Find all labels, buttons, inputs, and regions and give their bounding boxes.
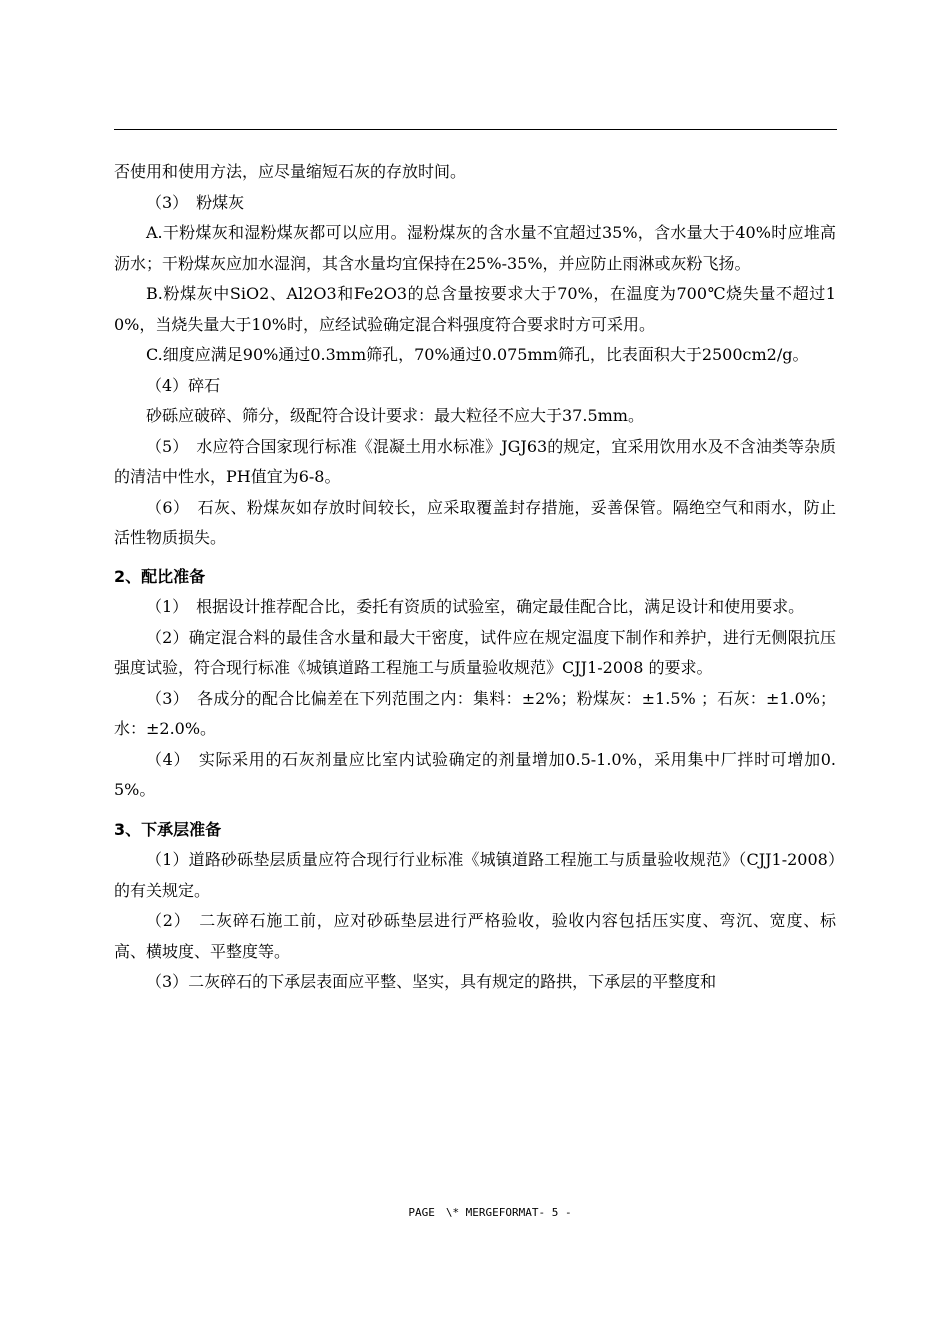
paragraph-sublayer-3: （3）二灰碎石的下承层表面应平整、坚实，具有规定的路拱，下承层的平整度和 bbox=[146, 972, 717, 991]
paragraph-sublayer-1: （1）道路砂砾垫层质量应符合现行行业标准《城镇道路工程施工与质量验收规范》（CJJ1-2008）的有关规定。 bbox=[114, 850, 836, 900]
header-rule bbox=[114, 129, 837, 130]
paragraph-storage: （6） 石灰、粉煤灰如存放时间较长，应采取覆盖封存措施，妥善保管。隔绝空气和雨水，防止活性物质损失。 bbox=[114, 497, 836, 547]
section-heading-sublayer-preparation: 3、下承层准备 bbox=[114, 819, 222, 839]
paragraph-mix-2: （2）确定混合料的最佳含水量和最大干密度，试件应在规定温度下制作和养护，进行无侧限抗压强度试验，符合现行标准《城镇道路工程施工与质量验收规范》CJJ1-2008 的要求。 bbox=[114, 627, 836, 677]
section-heading-mix-preparation: 2、配比准备 bbox=[114, 566, 206, 586]
paragraph-fly-ash-a: A.干粉煤灰和湿粉煤灰都可以应用。湿粉煤灰的含水量不宜超过35%，含水量大于40%时应堆高沥水；干粉煤灰应加水湿润，其含水量均宜保持在25%-35%，并应防止雨淋或灰粉飞扬。 bbox=[114, 223, 836, 273]
paragraph-fly-ash-c: C.细度应满足90%通过0.3mm筛孔，70%通过0.075mm筛孔，比表面积大于2500cm2/g。 bbox=[146, 345, 809, 364]
document-body bbox=[114, 157, 836, 998]
subheading-fly-ash: （3） 粉煤灰 bbox=[146, 192, 245, 212]
paragraph-fly-ash-b: B.粉煤灰中SiO2、Al2O3和Fe2O3的总含量按要求大于70%，在温度为700℃烧失量不超过10%，当烧失量大于10%时，应经试验确定混合料强度符合要求时方可采用。 bbox=[114, 284, 836, 334]
paragraph-mix-4: （4） 实际采用的石灰剂量应比室内试验确定的剂量增加0.5-1.0%，采用集中厂拌时可增加0.5%。 bbox=[114, 749, 836, 799]
paragraph-sublayer-2: （2） 二灰碎石施工前，应对砂砾垫层进行严格验收，验收内容包括压实度、弯沉、宽度、标高、横坡度、平整度等。 bbox=[114, 911, 836, 961]
paragraph-gravel: 砂砾应破碎、筛分，级配符合设计要求：最大粒径不应大于37.5mm。 bbox=[146, 406, 644, 425]
subheading-gravel: （4）碎石 bbox=[146, 375, 221, 395]
paragraph-mix-1: （1） 根据设计推荐配合比，委托有资质的试验室，确定最佳配合比，满足设计和使用要求。 bbox=[146, 597, 805, 616]
paragraph-lime-storage-continued: 否使用和使用方法，应尽量缩短石灰的存放时间。 bbox=[114, 162, 467, 181]
paragraph-mix-3: （3） 各成分的配合比偏差在下列范围之内：集料：±2%；粉煤灰：±1.5% ；石灰：±1.0%；水：±2.0%。 bbox=[114, 688, 836, 738]
paragraph-water: （5） 水应符合国家现行标准《混凝土用水标准》JGJ63的规定，宜采用饮用水及不含油类等杂质的清洁中性水，PH值宜为6-8。 bbox=[114, 436, 836, 486]
page-footer: PAGE \* MERGEFORMAT- 5 - bbox=[408, 1206, 572, 1219]
